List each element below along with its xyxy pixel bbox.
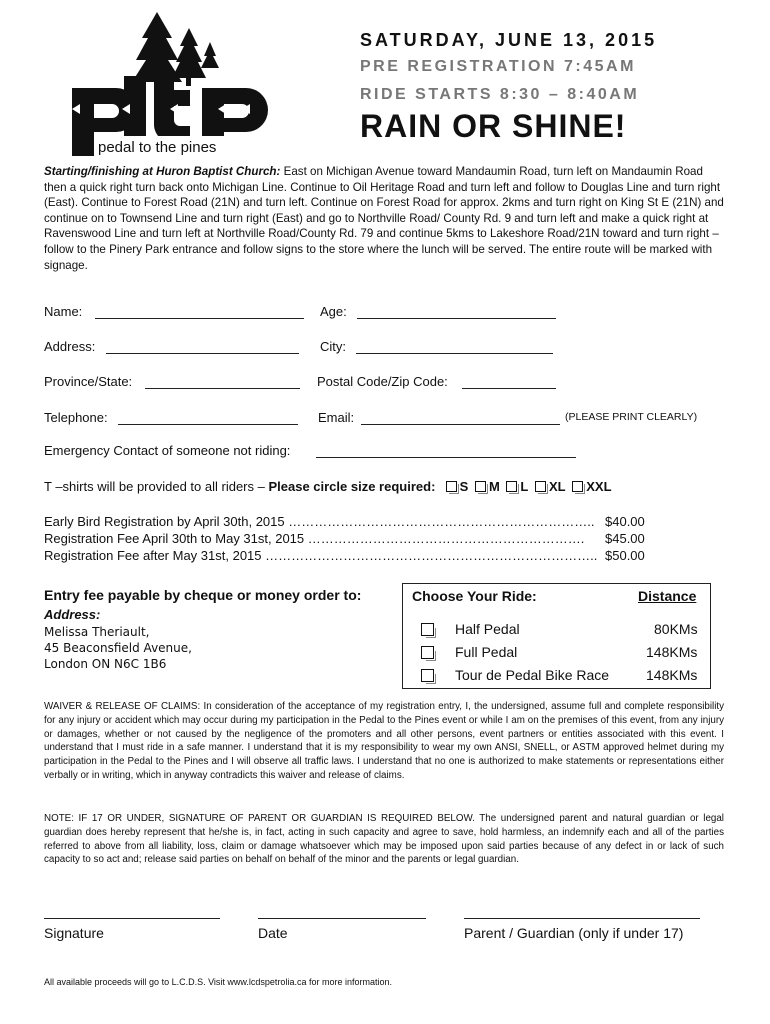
fee-label: Registration Fee April 30th to May 31st, 2015 ……………………………………………………….	[44, 531, 585, 546]
size-l-checkbox[interactable]	[506, 481, 517, 492]
fee-price-late: $50.00	[605, 548, 645, 563]
fee-row-early-bird	[44, 514, 648, 529]
full-pedal-checkbox[interactable]	[421, 646, 434, 659]
ride-option-full[interactable]	[418, 645, 437, 661]
tshirt-instruction: Please circle size required:	[268, 479, 436, 494]
name-label: Name:	[44, 304, 83, 319]
bike-race-checkbox[interactable]	[421, 669, 434, 682]
email-field[interactable]	[361, 424, 560, 425]
payment-address-label: Address:	[44, 607, 101, 622]
directions-body: East on Michigan Avenue toward Mandaumin Road, turn left on Mandaumin Road then a quick right turn back onto Michigan Line. Continue to Oil Heritage Road and turn left and follow to Douglas Line and turn right (East). Continue to Forest Road (21N) and turn left. Continue on Forest Road for approx. 2kms and turn right on King St E (21N) and continue on to Townsend Line and turn right (East) and go to Northville Road/ County Rd. 9 and turn left and make a quick right at Ravenswood Line and turn left at Northville Road/County Rd. 79 and continue 5kms to Lakeshore Road/21N toward and turn right – follow to the Pinery Park entrance and follow signs to the store where the lunch will be served. The entire route will be marked with signage.	[44, 165, 724, 272]
pedal-to-the-pines-logo	[62, 8, 282, 158]
province-field[interactable]	[145, 388, 300, 389]
event-date: SATURDAY, JUNE 13, 2015	[360, 30, 658, 50]
half-pedal-checkbox[interactable]	[421, 623, 434, 636]
address-label: Address:	[44, 339, 96, 354]
parent-signature-line[interactable]	[464, 918, 700, 919]
distance-heading: Distance	[638, 588, 697, 604]
payment-address-line: London ON N6C 1B6	[44, 657, 167, 671]
print-clearly-note: (PLEASE PRINT CLEARLY)	[565, 411, 698, 423]
fee-label: Registration Fee after May 31st, 2015 …………………………………………………………………..	[44, 548, 598, 563]
size-m-label: M	[488, 479, 500, 494]
age-field[interactable]	[357, 318, 556, 319]
full-pedal-distance: 148KMs	[646, 644, 698, 660]
bike-race-distance: 148KMs	[646, 667, 698, 683]
city-field[interactable]	[356, 353, 553, 354]
guardian-note: NOTE: IF 17 OR UNDER, SIGNATURE OF PARENT OR GUARDIAN IS REQUIRED BELOW. The undersigned parent and natural guardian or legal guardian does hereby represent that he/she is, in fact, acting in such capacity and agree to save, hold harmless, an indemnify each and all of the parties referred to above from all liability, loss, claim or damage whatsoever which may be imposed upon said parties because of any defect in or lack of such capacity to so act and; release said parties on behalf on behalf of the minor and the parents or legal guardian.	[44, 813, 724, 866]
size-m-checkbox[interactable]	[475, 481, 486, 492]
city-label: City:	[320, 339, 346, 354]
fee-price-regular: $45.00	[605, 531, 645, 546]
full-pedal-label: Full Pedal	[455, 644, 518, 660]
half-pedal-label: Half Pedal	[455, 621, 520, 637]
telephone-label: Telephone:	[44, 410, 108, 425]
route-directions	[44, 164, 724, 273]
signature-line[interactable]	[44, 918, 220, 919]
ride-start-time: RIDE STARTS 8:30 – 8:40AM	[360, 86, 640, 103]
telephone-field[interactable]	[118, 424, 298, 425]
emergency-contact-field[interactable]	[316, 457, 576, 458]
signature-label: Signature	[44, 925, 104, 941]
waiver-text: WAIVER & RELEASE OF CLAIMS: In consideration of the acceptance of my registration entry, I, the undersigned, assume full and complete responsibility for any injury or accident which may occur during my participation in the Pedal to the Pines event or while I am on the premises of this event, from any injury or damages, whether or not caused by the negligence of the promoters and all other persons, event partners or entities associated with this event. I understand that I must ride in a safe manner. I understand that it is my responsibility to wear my own ANSI, SNELL, or ASTM approved helmet during my participation in the Pedal to the Pines and I will observe all traffic laws. I understand that no one is authorized to make statements or representations either verbally or in writing, which in anyway contradicts this waiver and release of claims.	[44, 701, 724, 781]
emergency-contact-label: Emergency Contact of someone not riding:	[44, 443, 291, 458]
ride-option-race[interactable]	[418, 668, 437, 684]
fee-price-early-bird: $40.00	[605, 514, 645, 529]
bike-race-label: Tour de Pedal Bike Race	[455, 667, 610, 683]
address-field[interactable]	[106, 353, 299, 354]
province-label: Province/State:	[44, 374, 133, 389]
fee-label: Early Bird Registration by April 30th, 2015 ……………………………………………………………..	[44, 514, 595, 529]
size-s-checkbox[interactable]	[446, 481, 457, 492]
date-line[interactable]	[258, 918, 426, 919]
pre-registration-time: PRE REGISTRATION 7:45AM	[360, 58, 636, 75]
size-l-label: L	[520, 479, 529, 494]
tshirt-text: T –shirts will be provided to all riders –	[44, 479, 269, 494]
name-field[interactable]	[95, 318, 304, 319]
ride-option-half[interactable]	[418, 622, 437, 638]
size-xxl-label: XXL	[586, 479, 612, 494]
fee-row-regular	[44, 531, 604, 546]
parent-signature-label: Parent / Guardian (only if under 17)	[464, 925, 684, 941]
fee-row-late	[44, 548, 604, 563]
age-label: Age:	[320, 304, 347, 319]
postal-code-label: Postal Code/Zip Code:	[317, 374, 448, 389]
size-s-label: S	[459, 479, 469, 494]
choose-ride-heading: Choose Your Ride:	[412, 588, 537, 604]
payment-address-line: Melissa Theriault,	[44, 625, 150, 639]
half-pedal-distance: 80KMs	[654, 621, 698, 637]
date-label: Date	[258, 925, 288, 941]
tshirt-sizes	[44, 479, 612, 494]
payment-title: Entry fee payable by cheque or money order to:	[44, 587, 362, 603]
size-xl-label: XL	[548, 479, 566, 494]
size-xl-checkbox[interactable]	[535, 481, 546, 492]
directions-lead: Starting/finishing at Huron Baptist Church:	[44, 165, 281, 178]
size-xxl-checkbox[interactable]	[572, 481, 583, 492]
rain-or-shine-heading: RAIN OR SHINE!	[360, 108, 627, 144]
postal-code-field[interactable]	[462, 388, 556, 389]
footer-note: All available proceeds will go to L.C.D.S. Visit www.lcdspetrolia.ca for more information.	[44, 977, 392, 987]
email-label: Email:	[318, 410, 355, 425]
payment-address-line: 45 Beaconsfield Avenue,	[44, 641, 192, 655]
logo-tagline: pedal to the pines	[98, 139, 217, 156]
